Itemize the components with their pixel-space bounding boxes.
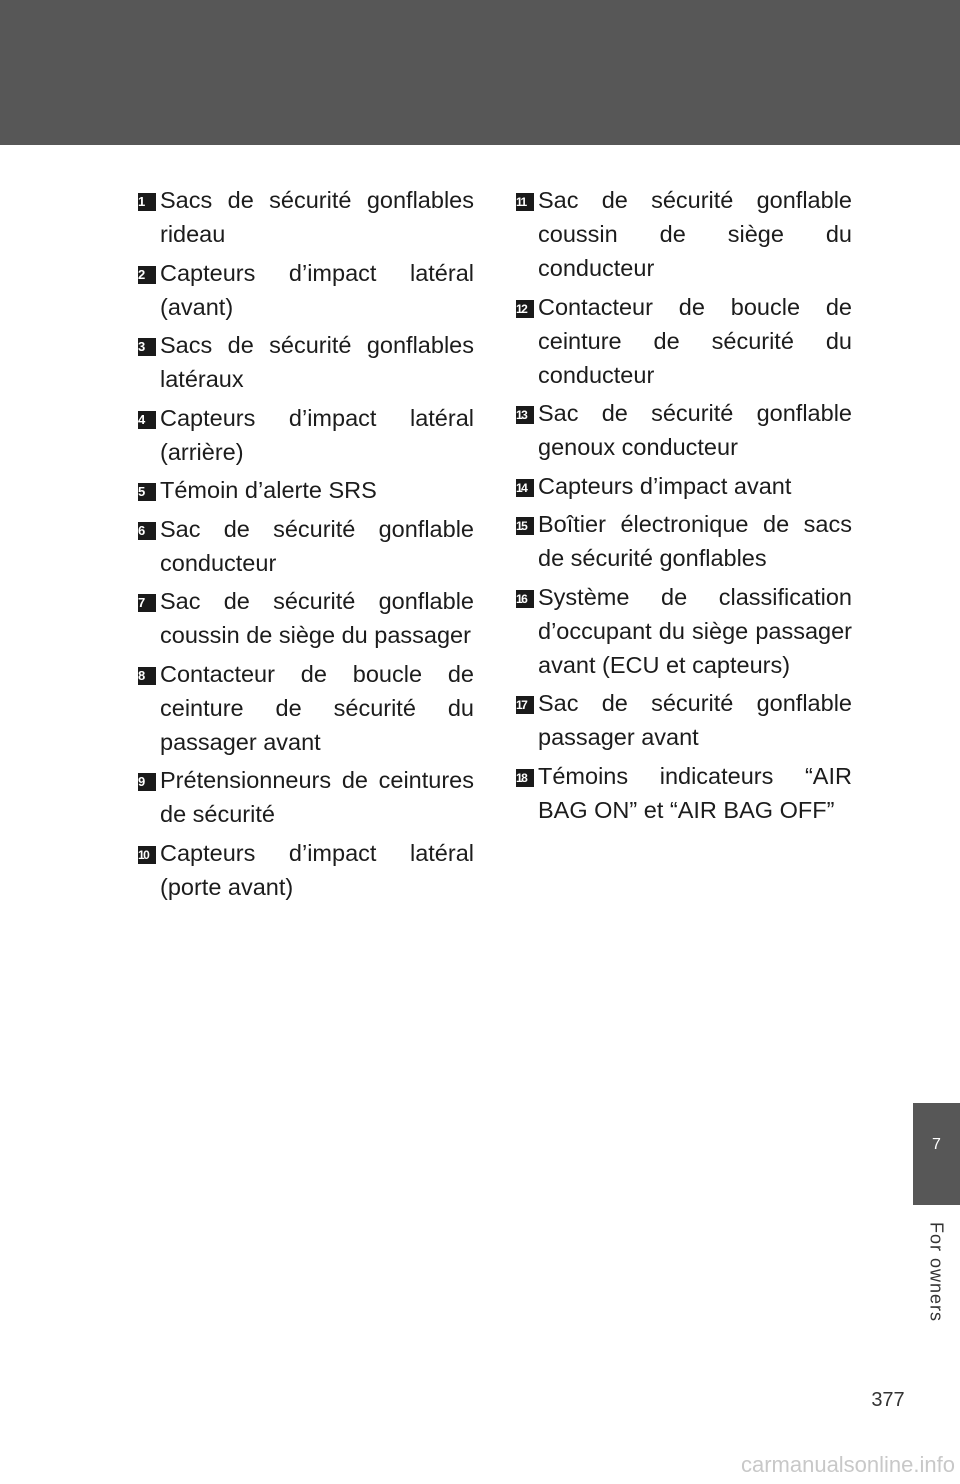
item-number-badge: 4: [138, 411, 156, 429]
item-text: Capteurs d’impact latéral (arrière): [160, 404, 474, 465]
item-number-badge: 18: [516, 769, 534, 787]
item-number-badge: 7: [138, 594, 156, 612]
item-text: Sac de sécurité gonflable conducteur: [160, 515, 474, 576]
list-item: [516, 686, 852, 754]
list-item: [516, 469, 852, 503]
list-item: [138, 256, 474, 324]
list-item: [138, 512, 474, 580]
list-item: [138, 401, 474, 469]
list-item: [138, 584, 474, 652]
list-item: [516, 580, 852, 682]
item-number-badge: 10: [138, 846, 156, 864]
list-item: [138, 763, 474, 831]
item-text: Contacteur de boucle de ceinture de sécurité du conducteur: [538, 293, 852, 388]
item-number-badge: 2: [138, 266, 156, 284]
item-text: Contacteur de boucle de ceinture de sécurité du passager avant: [160, 660, 474, 755]
item-number-badge: 3: [138, 338, 156, 356]
item-number-badge: 5: [138, 483, 156, 501]
item-text: Sacs de sécurité gonflables rideau: [160, 187, 474, 247]
item-number-badge: 13: [516, 406, 534, 424]
list-item: [516, 759, 852, 827]
chapter-tab[interactable]: [913, 1103, 960, 1205]
list-item: [138, 657, 474, 759]
item-text: Système de classification d’occupant du siège passager avant (ECU et capteurs): [538, 583, 852, 678]
item-number-badge: 15: [516, 517, 534, 535]
item-text: Prétensionneurs de ceintures de sécurité: [160, 767, 474, 827]
item-text: Capteurs d’impact latéral (porte avant): [160, 839, 474, 900]
list-item: [138, 836, 474, 904]
left-item-list: [138, 183, 474, 908]
chapter-label-area: [913, 1212, 960, 1332]
item-text: Capteurs d’impact avant: [538, 472, 792, 499]
item-number-badge: 16: [516, 590, 534, 608]
item-text: Sac de sécurité gonflable genoux conducteur: [538, 400, 852, 460]
item-text: Sac de sécurité gonflable passager avant: [538, 690, 852, 750]
list-item: [516, 290, 852, 392]
item-number-badge: 8: [138, 667, 156, 685]
item-text: Témoins indicateurs “AIR BAG ON” et “AIR BAG OFF”: [538, 762, 852, 823]
watermark-text: carmanualsonline.info: [740, 1452, 955, 1477]
item-text: Sac de sécurité gonflable coussin de siège du conducteur: [538, 187, 852, 281]
list-item: [138, 328, 474, 396]
item-number-badge: 6: [138, 522, 156, 540]
item-number-badge: 11: [516, 193, 534, 211]
item-number-badge: 1: [138, 193, 156, 211]
list-item: [516, 396, 852, 464]
list-item: [138, 183, 474, 251]
header-band: [0, 0, 960, 145]
chapter-number: 7: [932, 1136, 941, 1153]
item-number-badge: 17: [516, 696, 534, 714]
right-item-list: [516, 183, 852, 831]
item-number-badge: 14: [516, 479, 534, 497]
page-number: 377: [871, 1389, 905, 1411]
item-text: Capteurs d’impact latéral (avant): [160, 259, 474, 320]
list-item: [138, 473, 474, 507]
item-text: Témoin d’alerte SRS: [160, 477, 377, 503]
item-text: Sacs de sécurité gonflables latéraux: [160, 332, 474, 392]
item-text: Boîtier électronique de sacs de sécurité gonflables: [538, 511, 852, 571]
list-item: [516, 183, 852, 285]
list-item: [516, 507, 852, 575]
item-text: Sac de sécurité gonflable coussin de siège du passager: [160, 588, 474, 648]
item-number-badge: 9: [138, 773, 156, 791]
chapter-label: For owners: [926, 1221, 947, 1323]
item-number-badge: 12: [516, 300, 534, 318]
